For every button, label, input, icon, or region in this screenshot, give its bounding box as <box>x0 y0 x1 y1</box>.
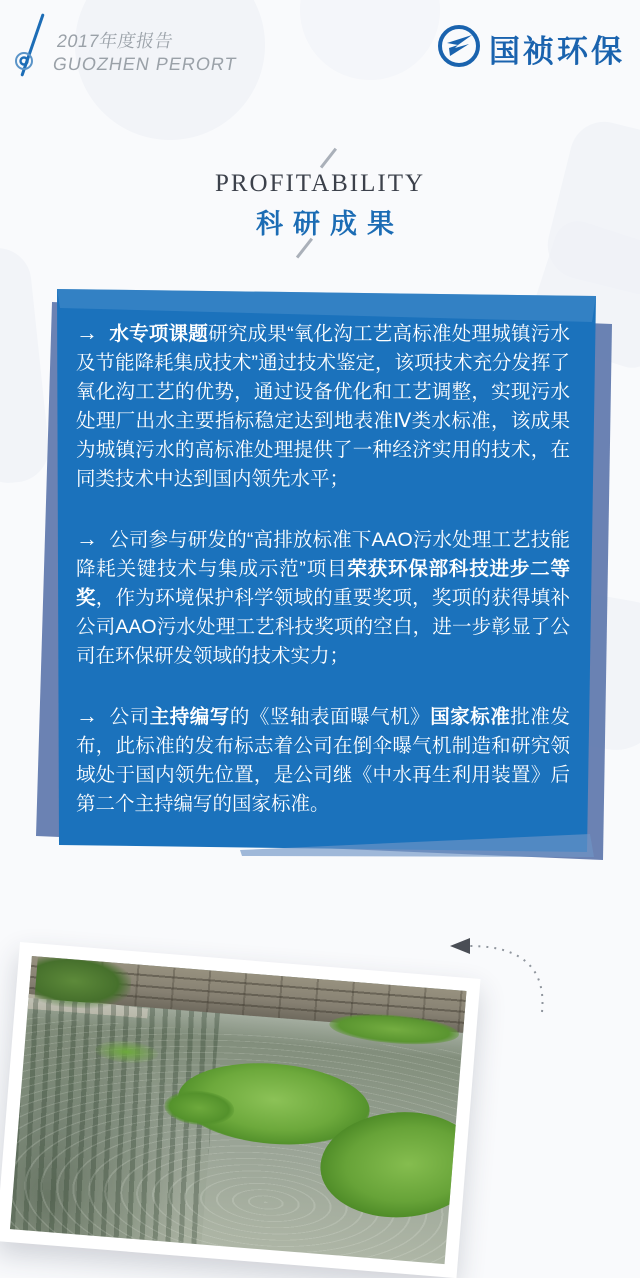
company-logo <box>436 23 625 74</box>
arrow-right-icon: → <box>76 320 105 345</box>
pond-photo-image <box>10 956 467 1264</box>
arrow-right-icon: → <box>76 703 105 728</box>
company-logo-text: 国祯环保 <box>489 34 625 69</box>
report-title-cn: 2017年度报告 <box>55 31 175 51</box>
research-paragraphs <box>76 318 570 819</box>
ring-target-icon <box>13 50 35 77</box>
section-title-cn: 科研成果 <box>256 209 404 239</box>
arrow-right-icon: → <box>76 526 105 551</box>
pond-photo <box>0 942 481 1278</box>
paragraph: → 公司参与研发的“高排放标准下AAO污水处理工艺技能降耗关键技术与集成示范”项目荣获环保部科技进步二等奖，作为环境保护科学领域的重要奖项，奖项的获得填补公司AAO污水处理工艺科技奖项的空白，进一步彰显了公司在环保研发领域的技术实力； <box>76 526 570 667</box>
section-title-en: PROFITABILITY <box>214 170 426 197</box>
report-title-en: GUOZHEN PERORT <box>51 54 239 74</box>
report-title <box>51 30 243 76</box>
paragraph: → 水专项课题研究成果“氧化沟工艺高标准处理城镇污水及节能降耗集成技术”通过技术鉴定，该项技术充分发挥了氧化沟工艺的优势，通过设备优化和工艺调整，实现污水处理厂出水主要指标稳定达到地表准Ⅳ类水标准，该成果为城镇污水的高标准处理提供了一种经济实用的技术，在同类技术中达到国内领先水平； <box>76 320 570 490</box>
paragraph: → 公司主持编写的《竖轴表面曝气机》国家标准批准发布，此标准的发布标志着公司在倒伞曝气机制造和研究领域处于国内领先位置，是公司继《中水再生利用装置》后第二个主持编写的国家标准。 <box>76 703 570 815</box>
guozhen-logo-icon <box>436 23 482 74</box>
